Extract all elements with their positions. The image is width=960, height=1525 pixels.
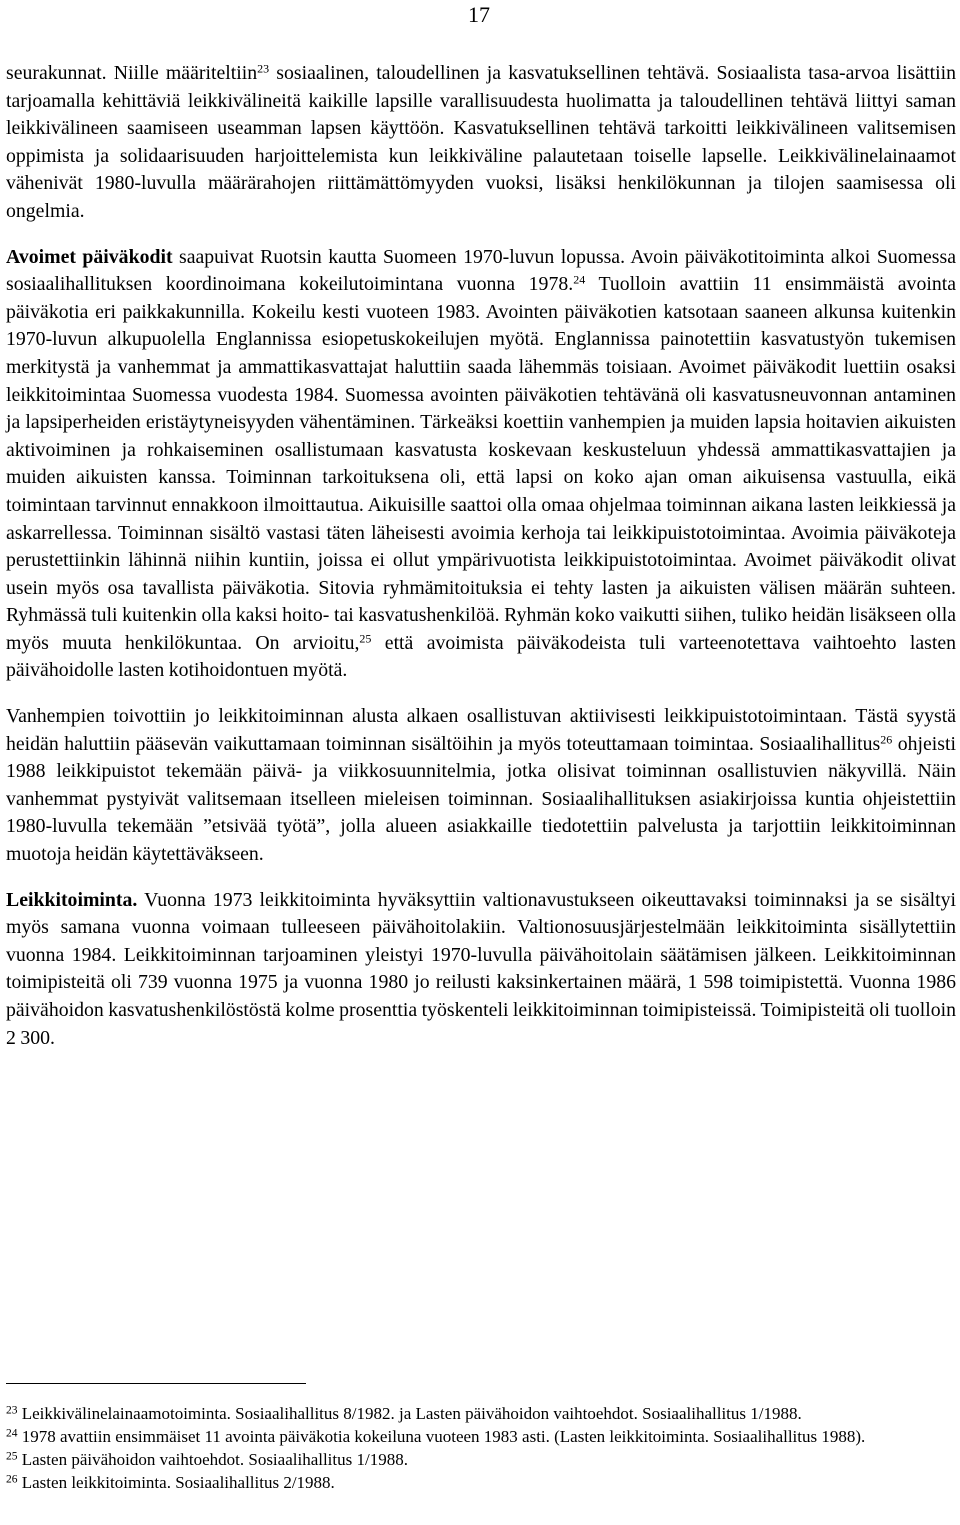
footnote-reference-26[interactable]: 26 [880,732,893,747]
footnote-23 [6,1402,956,1425]
footnote-label: 25 [6,1450,18,1463]
paragraph-toy-library [6,60,956,226]
footnote-reference-24[interactable]: 24 [573,272,586,287]
page-number: 17 [468,2,490,27]
paragraph-text: Vanhempien toivottiin jo leikkitoiminnan alusta alkaen osallistuvan aktiivisesti leikkipuistotoimintaan. Tästä syystä heidän haluttiin pääsevän vaikuttamaan toiminnan sisältöihin ja myös toteuttamaan toimintaa. Sosiaalihallitus [6,705,956,755]
paragraph-text: seurakunnat. Niille määriteltiin [6,62,258,84]
paragraph-text: Vuonna 1973 leikkitoiminta hyväksyttiin valtionavustukseen oikeuttavaksi toiminnaksi ja se sisältyi myös samana vuonna voimaan tulleeseen päivähoitolakiin. Valtionosuusjärjestelmään leikkitoiminta sisällytettiin vuonna 1984. Leikkitoiminnan tarjoaminen yleistyi 1970-luvulla päivähoitolain säätämisen jälkeen. Leikkitoiminnan toimipisteitä oli 739 vuonna 1975 ja vuonna 1980 jo reilusti kaksinkertainen määrä, 1 598 toimipistettä. Vuonna 1986 päivähoidon kasvatushenkilöstöstä kolme prosenttia työskenteli leikkitoiminnan toimipisteissä. Toimipisteitä oli tuolloin 2 300. [6,888,956,1049]
footnote-24 [6,1425,956,1448]
footnote-25 [6,1448,956,1471]
paragraph-text: saapuivat Ruotsin kautta Suomeen 1970-luvun lopussa. Avoin päiväkotitoiminta alkoi Suomessa sosiaalihallituksen koordinoimana kokeilutoimintana vuonna 1978. [6,245,956,296]
paragraph-text: ohjeisti 1988 leikkipuistot tekemään päivä- ja viikkosuunnitelmia, jotka olisivat toiminnan osallistuvien näkyvillä. Näin vanhemmat pystyivät valitsemaan itselleen mieleisen toiminnan. Sosiaalihallituksen asiakirjoissa kuntia ohjeistettiin 1980-luvulla tekemään ”etsivää työtä”, jolla alueen asiakkaille tiedotettiin palvelusta ja tarjottiin leikkitoiminnan muotoja heidän käytettäväkseen. [6,732,956,866]
footnote-text: Lasten leikkitoiminta. Sosiaalihallitus 2/1988. [17,1473,335,1492]
paragraph-heading-play-activity: Leikkitoiminta. [6,888,138,911]
footnote-label: 23 [6,1404,18,1417]
footnote-separator [6,1383,306,1384]
paragraph-open-daycare [6,244,956,686]
footnotes [6,1402,956,1494]
paragraph-play-activity [6,887,956,1053]
footnote-text: 1978 avattiin ensimmäiset 11 avointa päiväkotia kokeiluna vuoteen 1983 asti. (Lasten leikkitoiminta. Sosiaalihallitus 1988). [17,1427,866,1446]
paragraph-text: sosiaalinen, taloudellinen ja kasvatuksellinen tehtävä. Sosiaalista tasa-arvoa lisättiin tarjoamalla kehittäviä leikkivälineitä kaikille lapsille varallisuudesta huolimatta ja taloudellinen tehtävä liittyi saman leikkivälineen saamiseen useamman lapsen käyttöön. Kasvatuksellinen tehtävä tarkoitti leikkivälineen valitsemisen oppimista ja solidaarisuuden harjoittelemista kun leikkiväline palautetaan toiselle lapselle. Leikkivälinelainaamot vähenivät 1980-luvulla määrärahojen riittämättömyyden vuoksi, lisäksi henkilökunnan ja tilojen saamisessa oli ongelmia. [6,62,957,222]
footnote-text: Leikkivälinelainaamotoiminta. Sosiaalihallitus 8/1982. ja Lasten päivähoidon vaihtoehdot. Sosiaalihallitus 1/1988. [17,1404,802,1423]
paragraph-text: Tuolloin avattiin 11 ensimmäistä avointa päiväkotia eri paikkakunnilla. Kokeilu kesti vuoteen 1983. Avointen päiväkotien katsotaan saaneen alkunsa kuitenkin 1970-luvun alkupuolella Englannissa esiopetuskokeilujen myötä. Englannissa painotettiin kasvatustyön tukemisen merkitystä ja vanhemmat ja ammattikasvattajat haluttiin saada lähemmäs toisiaan. Avoimet päiväkodit luettiin osaksi leikkitoimintaa Suomessa vuodesta 1984. Suomessa avointen päiväkotien tehtävänä oli kasvatusneuvonnan antaminen ja lapsiperheiden eristäytyneisyyden vähentäminen. Tärkeäksi koettiin vanhempien ja muiden lapsia hoitavien aikuisten aktivoiminen ja rohkaiseminen osallistumaan kasvatusta koskevaan keskusteluun yhdessä ammattikasvattajien ja muiden aikuisten kanssa. Toiminnan tarkoituksena oli, että lapsi on koko ajan oman aikuisensa vastuulla, eikä toimintaan tarvinnut ennakkoon ilmoittautua. Aikuisille saattoi olla omaa ohjelmaa toiminnan aikana lasten leikkiessä ja askarrellessa. Toiminnan sisältö vastasi täten läheisesti avoimia kerhoja tai leikkipuistotoimintaa. Avoimia päiväkoteja perustettiinkin lähinnä niihin kuntiin, joissa ei ollut ympärivuotista leikkipuistotoimintaa. Avoimet päiväkodit olivat usein myös osa tavallista päiväkotia. Sitovia ryhmämitoituksia ei tehty lasten ja aikuisten välisen määrän suhteen. Ryhmässä tuli kuitenkin olla kaksi hoito- tai kasvatushenkilöä. Ryhmän koko vaikutti siihen, tuliko heidän lisäkseen olla myös muuta henkilökuntaa. On arvioitu, [6,273,956,654]
footnote-label: 26 [6,1473,18,1486]
footnote-label: 24 [6,1427,18,1440]
body-text [6,60,956,1052]
paragraph-parents [6,703,956,869]
paragraph-heading-open-daycare: Avoimet päiväkodit [6,245,173,268]
footnote-text: Lasten päivähoidon vaihtoehdot. Sosiaalihallitus 1/1988. [17,1450,408,1469]
footnote-reference-25[interactable]: 25 [359,631,372,646]
footnote-26 [6,1471,956,1494]
paragraph-text: että avoimista päiväkodeista tuli varteenotettava vaihtoehto lasten päivähoidolle lasten kotihoidontuen myötä. [6,631,957,682]
footnote-reference-23[interactable]: 23 [257,61,270,76]
